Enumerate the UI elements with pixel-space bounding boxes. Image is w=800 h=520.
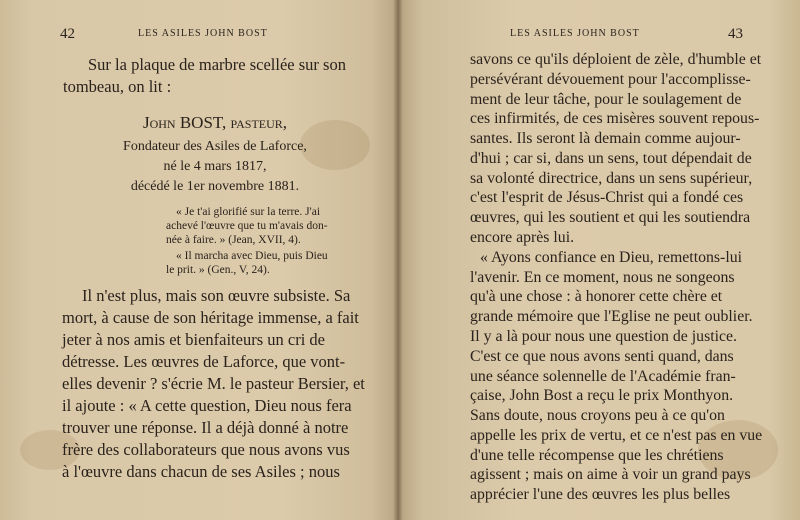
- inscription-line: décédé le 1er novembre 1881.: [130, 179, 300, 194]
- text-line: agissent ; mais on aime à voir un grand pays: [470, 466, 751, 484]
- text-line: grande mémoire que l'Eglise ne peut oublier.: [470, 308, 753, 326]
- text-line: une séance solennelle de l'Académie fran-: [470, 367, 736, 385]
- inscription-line: Fondateur des Asiles de Laforce,: [123, 139, 307, 154]
- page-number: 43: [728, 26, 743, 42]
- text-line: çaise, John Bost a reçu le prix Monthyon.: [470, 387, 734, 405]
- text-line: C'est ce que nous avons senti quand, dans: [470, 347, 734, 365]
- text-line: trouver une réponse. Il a déjà donné à notre: [62, 418, 349, 437]
- epigraph-line: « Je t'ai glorifié sur la terre. J'ai: [176, 206, 321, 218]
- text-line: c'est l'esprit de Jésus-Christ qui a fondé ces: [470, 189, 744, 207]
- epigraph-line: achevé l'œuvre que tu m'avais don-: [166, 220, 328, 232]
- text-line: mort, à cause de son héritage immense, a fait: [62, 308, 359, 327]
- inscription-line: né le 4 mars 1817,: [163, 159, 267, 174]
- text-line: sa volonté directrice, dans un sens supérieur,: [470, 169, 753, 187]
- text-line: Il y a là pour nous une question de justice.: [470, 327, 737, 345]
- epigraph-line: le prit. » (Gen., V, 24).: [166, 264, 270, 276]
- text-line: à l'œuvre dans chacun de ses Asiles ; nous: [62, 462, 340, 481]
- text-line: Il n'est plus, mais son œuvre subsiste. Sa: [82, 286, 351, 305]
- text-line: détresse. Les œuvres de Laforce, que vont-: [62, 352, 346, 371]
- left-page: [0, 0, 398, 520]
- text-line: santes. Ils seront là demain comme aujour-: [470, 130, 741, 148]
- running-head: LES ASILES JOHN BOST: [138, 28, 268, 39]
- text-line: appelle les prix de vertu, et ce n'est pas en vue: [470, 426, 763, 444]
- text-line: elles devenir ? s'écrie M. le pasteur Bersier, et: [62, 374, 365, 393]
- epigraph-line: née à faire. » (Jean, XVII, 4).: [166, 234, 301, 246]
- text-line: l'avenir. En ce moment, nous ne songeons: [470, 268, 735, 286]
- text-line: Sur la plaque de marbre scellée sur son: [88, 55, 346, 74]
- page-number: 42: [60, 26, 75, 42]
- text-line: persévérant dévouement pour l'accomplisse-: [470, 70, 751, 88]
- epigraph-line: « Il marcha avec Dieu, puis Dieu: [176, 250, 328, 262]
- text-line: savons ce qu'ils déploient de zèle, d'humble et: [470, 51, 762, 68]
- text-line: encore après lui.: [470, 229, 575, 247]
- text-line: œuvres, qui les soutient et qui les soutiendra: [470, 209, 751, 227]
- text-line: jeter à nos amis et bienfaiteurs un cri de: [62, 330, 325, 349]
- text-line: d'une telle récompense que les chrétiens: [470, 446, 724, 464]
- text-line: d'hui ; car si, dans un sens, tout dépendait de: [470, 149, 752, 167]
- text-line: apprécier l'une des œuvres les plus belles: [470, 486, 731, 504]
- text-line: il ajoute : « A cette question, Dieu nous fera: [62, 396, 352, 415]
- right-page: [398, 0, 800, 520]
- inscription-name: John BOST, pasteur,: [142, 113, 288, 132]
- book-gutter: [393, 0, 403, 520]
- text-line: qu'à une chose : à honorer cette chère et: [470, 288, 723, 306]
- running-head: LES ASILES JOHN BOST: [510, 28, 640, 39]
- text-line: ment de leur tâche, pour le soulagement de: [470, 90, 742, 108]
- text-line: tombeau, on lit :: [63, 77, 172, 96]
- text-line: ces infirmités, de ces misères souvent repous-: [470, 110, 760, 128]
- text-line: « Ayons confiance en Dieu, remettons-lui: [480, 248, 743, 266]
- text-line: Sans doute, nous croyons peu à ce qu'on: [470, 407, 725, 425]
- text-line: frère des collaborateurs que nous avons vus: [62, 440, 350, 459]
